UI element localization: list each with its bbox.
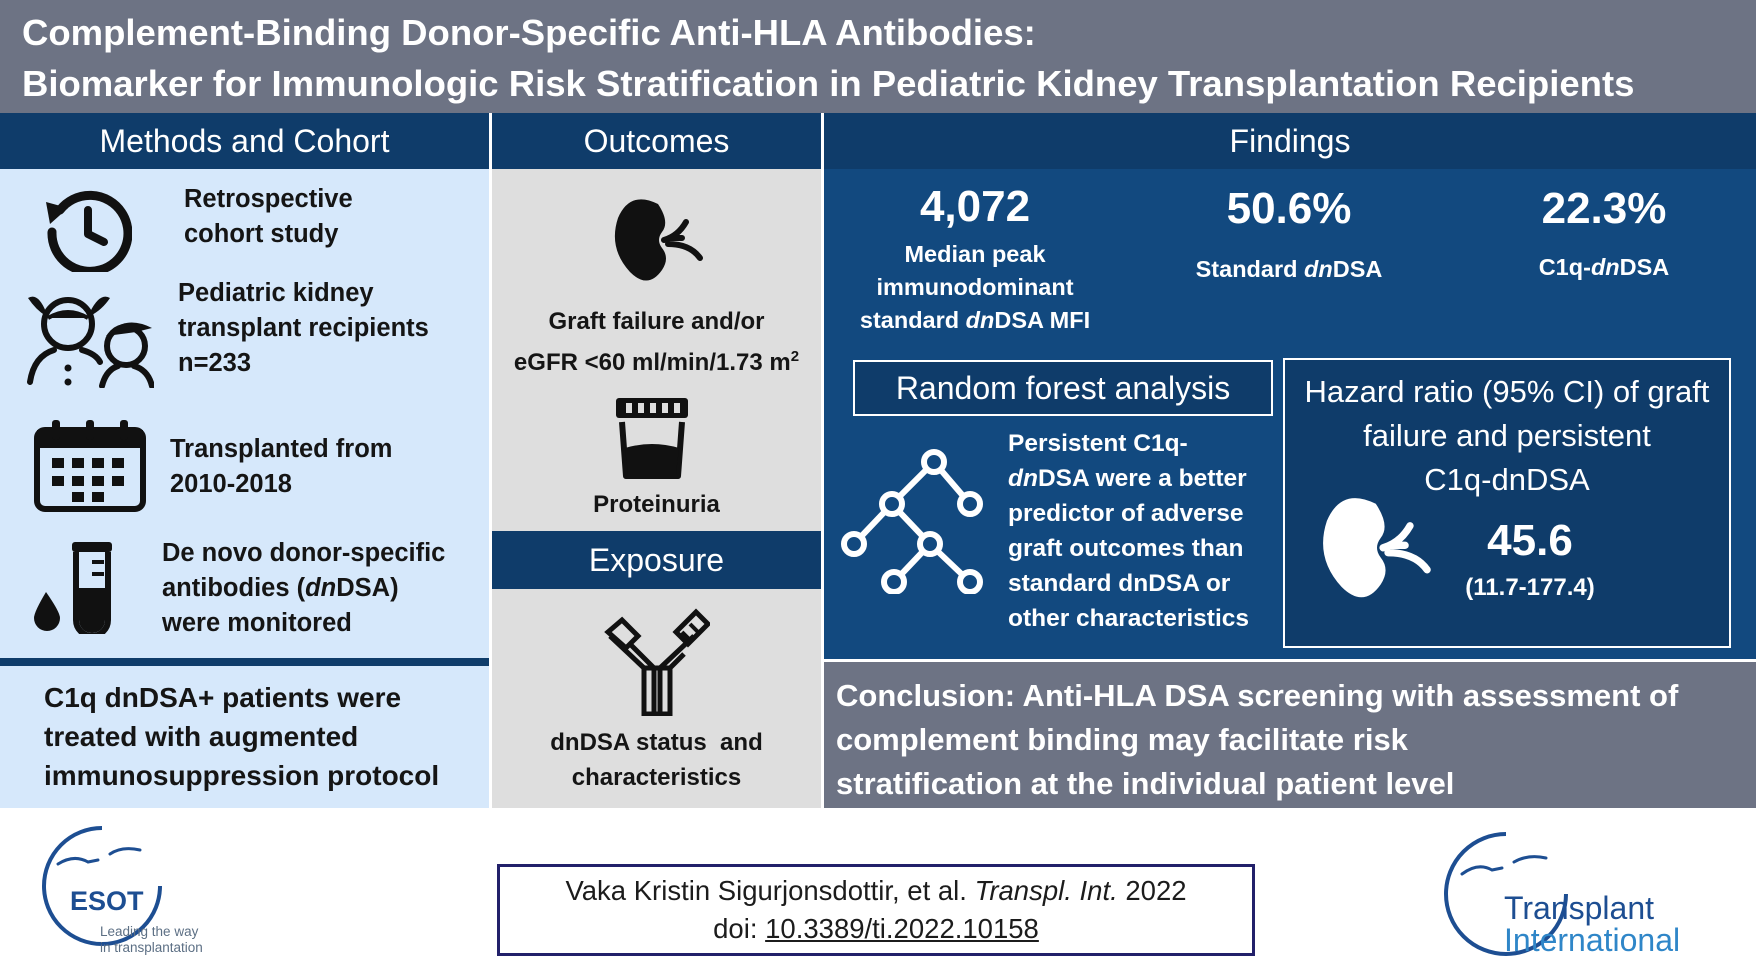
citation-box [497,864,1255,956]
random-forest-text: Persistent C1q- dnDSA were a better predictor of adverse graft outcomes than standard dnDSA or other characteristics [1008,430,1250,632]
transplanted-label: Transplanted from 2010-2018 [170,435,393,498]
dndsa-label: De novo donor-specific antibodies (dnDSA) were monitored [162,539,446,637]
stat-c1q-value: 22.3% [1541,184,1667,233]
citation-line-1: Vaka Kristin Sigurjonsdottir, et al. Transpl. Int. 2022 [565,875,1187,906]
hazard-ratio-ci: (11.7-177.4) [1465,574,1595,601]
transplant-international-logo [1442,830,1742,960]
conclusion-box: Conclusion: Anti-HLA DSA screening with assessment of complement binding may facilitate risk stratification at the individual patient level [822,662,1756,808]
separator-right [821,113,824,808]
kidney-white-icon [1318,494,1436,604]
graft-failure-label: Graft failure and/or eGFR <60 ml/min/1.73 $m^2$ [513,308,800,376]
protocol-text: C1q dnDSA+ patients were treated with augmented immunosuppression protocol [44,682,440,791]
esot-tagline-2: in transplantation [100,940,203,955]
calendar-icon [34,420,146,512]
history-clock-icon [38,184,132,272]
urine-cup-icon [614,396,690,480]
stat-mfi-value: 4,072 [919,182,1031,231]
stat-mfi-label: Median peak immunodominant standard dnDSA MFI [859,241,1091,333]
esot-tagline-1: Leading the way [100,924,199,939]
exposure-header: Exposure [492,531,821,589]
title-line-1: Complement-Binding Donor-Specific Anti-HLA Antibodies: [22,12,1036,53]
methods-divider [0,658,489,666]
citation-line-2: doi: 10.3389/ti.2022.10158 [713,913,1039,944]
ti-line-1: Transplant [1504,890,1654,926]
children-icon [24,282,154,388]
findings-header: Findings [824,113,1756,169]
random-forest-title: Random forest analysis [853,360,1273,416]
stat-standard-label: Standard dnDSA [1195,256,1383,282]
hazard-ratio-title: Hazard ratio (95% CI) of graft failure and persistent C1q-dnDSA [1304,374,1710,497]
hazard-ratio-value: 45.6 [1487,516,1573,565]
retrospective-label: Retrospective cohort study [184,185,353,248]
stat-c1q-label: C1q-dnDSA [1538,254,1670,280]
doi-link[interactable]: 10.3389/ti.2022.10158 [765,913,1039,944]
esot-logo [40,824,230,960]
separator-left [489,113,492,808]
stat-standard-value: 50.6% [1226,184,1352,233]
kidney-icon [612,196,706,286]
antibody-icon [604,606,710,716]
proteinuria-label: Proteinuria [593,491,720,518]
title-line-2: Biomarker for Immunologic Risk Stratification in Pediatric Kidney Transplantation Recipients [22,63,1635,104]
decision-tree-icon [840,448,988,594]
exposure-label: dnDSA status and characteristics [550,729,763,791]
ti-line-2: International [1504,922,1681,958]
pediatric-label: Pediatric kidney transplant recipients n=233 [178,279,429,377]
outcomes-header: Outcomes [492,113,821,169]
methods-header: Methods and Cohort [0,113,489,169]
title-banner [0,0,1756,113]
esot-name: ESOT [70,886,144,916]
blood-tube-icon [26,540,120,634]
